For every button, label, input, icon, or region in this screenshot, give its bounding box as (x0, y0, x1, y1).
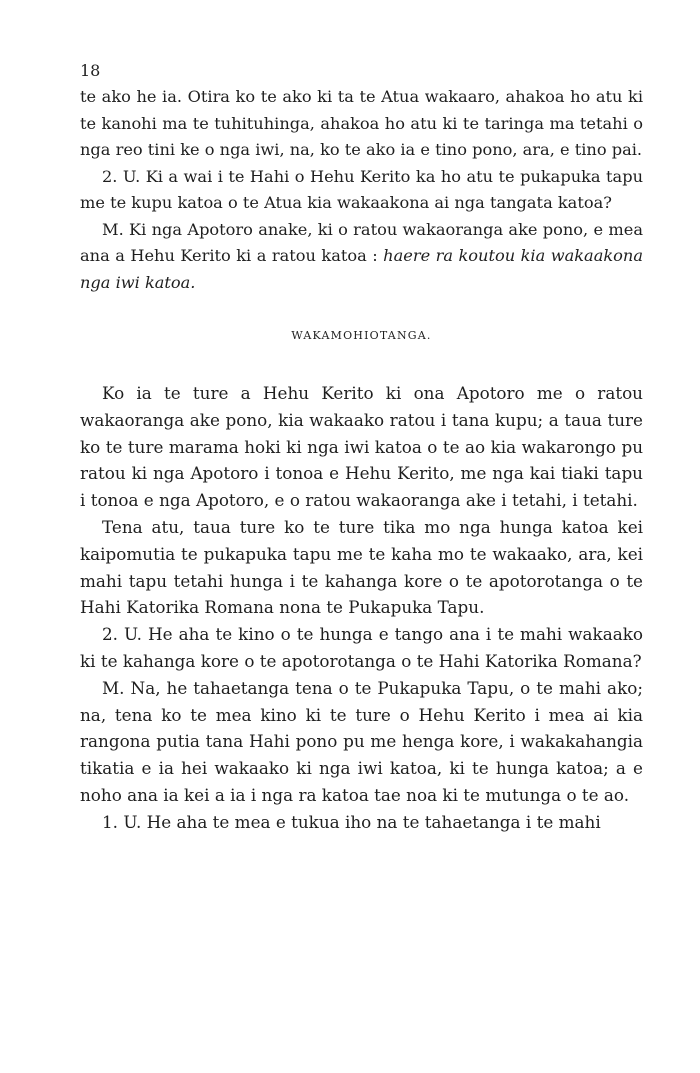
explanation-paragraph: Ko ia te ture a Hehu Kerito ki ona Apotoro me o ratou wakaoranga ake pono, kia wakaako ratou i tana kupu; a taua ture ko te ture marama hoki ki nga iwi katoa o te ao kia wakarongo pu ratou ki nga Apotoro i tonoa e Hehu Kerito, me nga kai tiaki tapu i tonoa e nga Apotoro, e o ratou wakaoranga ake i tetahi, i tetahi. (80, 383, 643, 511)
scripture-quote: haere ra koutou kia wakaakona nga iwi katoa. (80, 246, 643, 292)
explanation-section (80, 380, 643, 836)
answer-paragraph (80, 217, 643, 297)
question-paragraph: 2. U. He aha te kino o te hunga e tango ana i te mahi wakaako ki te kahanga kore o te apotorotanga o te Hahi Katorika Romana? (80, 624, 643, 671)
section-heading: WAKAMOHIOTANGA. (291, 329, 432, 342)
explanation-paragraph: Tena atu, taua ture ko te ture tika mo nga hunga katoa kei kaipomutia te pukapuka tapu me te kaha mo te wakaako, ara, kei mahi tapu tetahi hunga i te kahanga kore o te apotorotanga o te Hahi Katorika Romana nona te Pukapuka Tapu. (80, 516, 643, 618)
paragraph-continued: te ako he ia. Otira ko te ako ki ta te Atua wakaaro, ahakoa ho atu ki te kanohi ma te tuhituhinga, ahakoa ho atu ki te taringa ma tetahi o nga reo tini ke o nga iwi, na, ko te ako ia e tino pono, ara, e tino pai. (80, 87, 643, 159)
page-number: 18 (80, 61, 101, 80)
question-paragraph: 1. U. He aha te mea e tukua iho na te tahaetanga i te mahi (102, 811, 601, 832)
answer-text: M. Ki nga Apotoro anake, ki o ratou wakaoranga ake pono, e mea ana a Hehu Kerito ki a ratou katoa : (80, 219, 643, 265)
question-paragraph: 2. U. Ki a wai i te Hahi o Hehu Kerito ka ho atu te pukapuka tapu me te kupu katoa o te Atua kia wakaakona ai nga tangata katoa? (80, 166, 643, 212)
answer-paragraph: M. Na, he tahaetanga tena o te Pukapuka Tapu, o te mahi ako; na, tena ko te mea kino ki te ture o Hehu Kerito i mea ai kia rangona putia tana Hahi pono pu me henga kore, i wakakahangia tikatia e ia hei wakaako ki nga iwi katoa, ki te hunga katoa; a e noho ana ia kei a ia i nga ra katoa tae noa ki te mutunga o te ao. (80, 677, 643, 805)
page-body (80, 62, 643, 836)
